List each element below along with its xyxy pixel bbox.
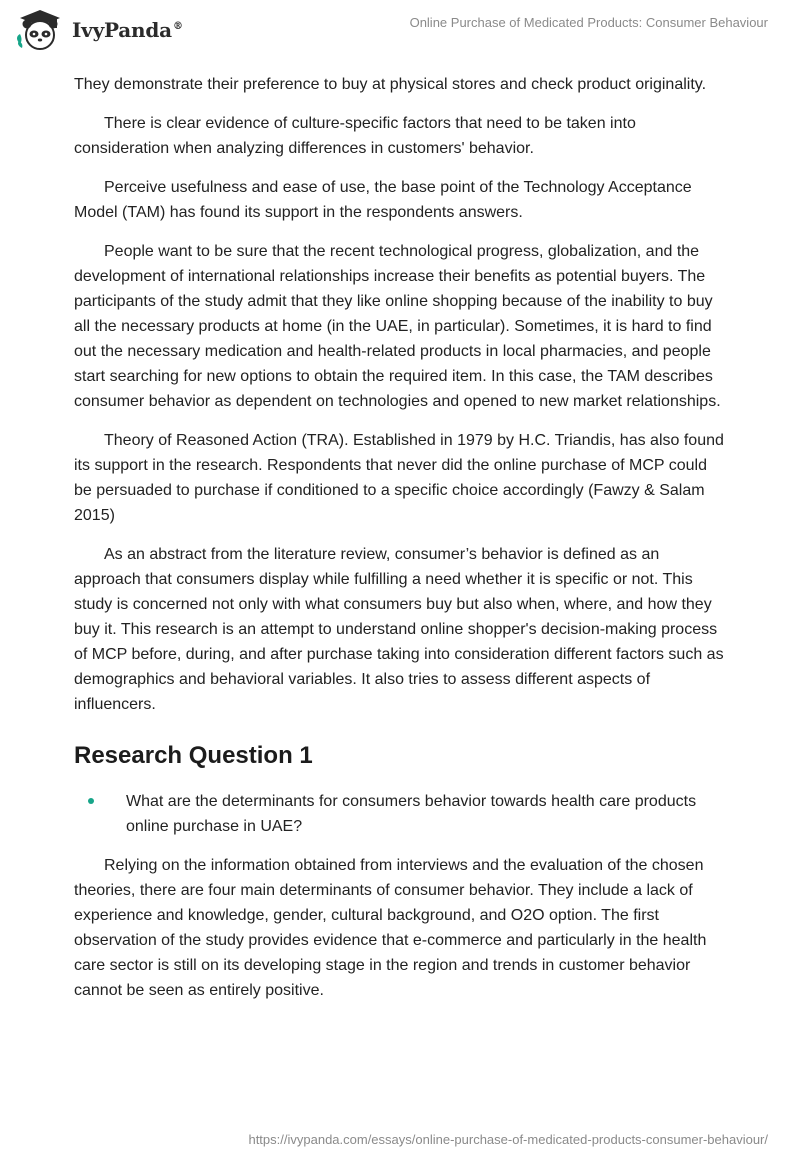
paragraph: Theory of Reasoned Action (TRA). Established in 1979 by H.C. Triandis, has also found its support in the research. Respondents that never did the online purchase of MCP could be persuaded to purchase if conditioned to a specific choice accordingly (Fawzy & Salam 2015) (74, 432, 724, 524)
panda-graduate-icon (14, 8, 66, 52)
paragraph: There is clear evidence of culture-specific factors that need to be taken into consideration when analyzing differences in customers' behavior. (74, 115, 636, 157)
section-heading: Research Question 1 (74, 742, 313, 769)
ivypanda-logo[interactable] (14, 8, 183, 52)
registered-mark: ® (172, 21, 183, 33)
logo-wordmark (72, 18, 183, 42)
bullet-icon (88, 798, 94, 804)
essay-content (74, 72, 726, 1017)
document-title: Online Purchase of Medicated Products: Consumer Behaviour (409, 15, 768, 30)
source-url[interactable]: https://ivypanda.com/essays/online-purchase-of-medicated-products-consumer-behaviour/ (248, 1132, 768, 1147)
paragraph: People want to be sure that the recent technological progress, globalization, and the development of international relationships increase their benefits as potential buyers. The participants of the study admit that they like online shopping because of the inability to buy all the necessary products at home (in the UAE, in particular). Sometimes, it is hard to find out the necessary medication and health-related products in local pharmacies, and people start searching for new options to obtain the required item. In this case, the TAM describes consumer behavior as dependent on technologies and opened to new market relationships. (74, 243, 721, 410)
paragraph: Relying on the information obtained from interviews and the evaluation of the chosen theories, there are four main determinants of consumer behavior. They include a lack of experience and knowledge, gender, cultural background, and O2O option. The first observation of the study provides evidence that e-commerce and particularly in the health care sector is still on its developing stage in the region and trends in customer behavior cannot be seen as entirely positive. (74, 857, 707, 999)
logo-text: IvyPanda (72, 18, 172, 42)
bullet-list (74, 789, 726, 839)
list-item (126, 789, 726, 839)
page-header (0, 0, 800, 60)
list-item-text: What are the determinants for consumers behavior towards health care products online purchase in UAE? (126, 793, 697, 835)
paragraph: As an abstract from the literature review, consumer’s behavior is defined as an approach that consumers display while fulfilling a need whether it is specific or not. This study is concerned not only with what consumers buy but also when, where, and how they buy it. This research is an attempt to understand online shopper's decision-making process of MCP before, during, and after purchase taking into consideration different factors such as demographics and behavioral variables. It also tries to assess different aspects of influencers. (74, 546, 724, 713)
paragraph: Perceive usefulness and ease of use, the base point of the Technology Acceptance Model (TAM) has found its support in the respondents answers. (74, 179, 692, 221)
paragraph: They demonstrate their preference to buy at physical stores and check product originality. (74, 76, 707, 93)
